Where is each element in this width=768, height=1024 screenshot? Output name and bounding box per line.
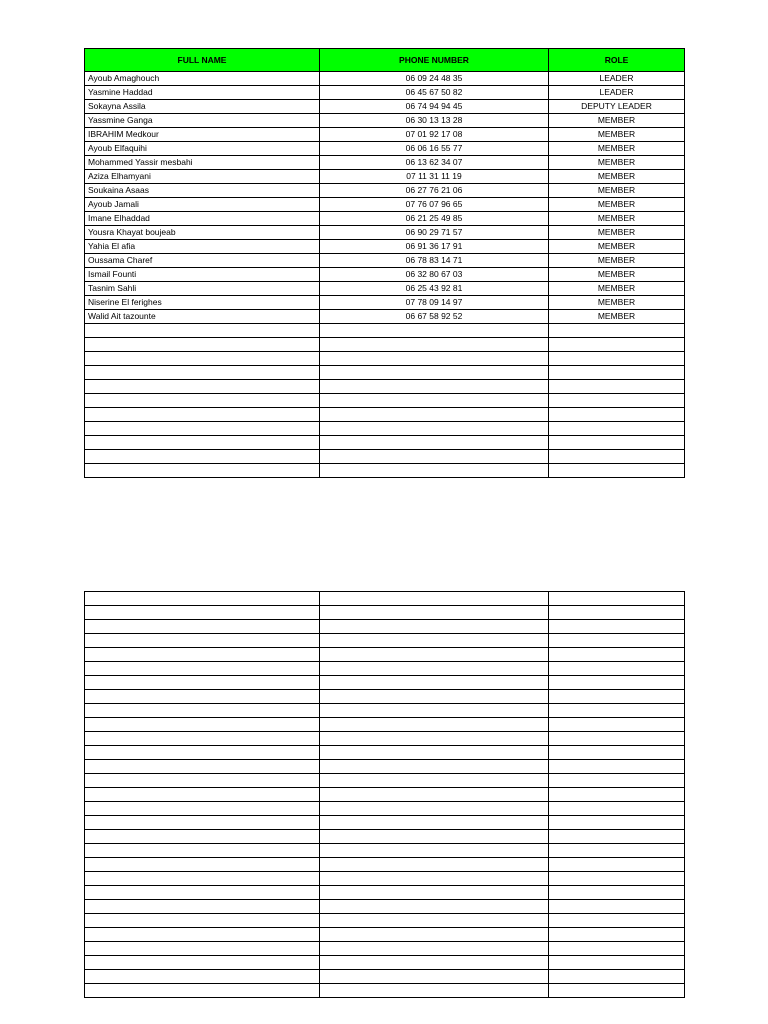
cell-phone-number (320, 408, 549, 422)
cell-role (549, 676, 685, 690)
cell-phone-number: 06 13 62 34 07 (320, 156, 549, 170)
table-row (85, 844, 685, 858)
table-row (85, 212, 685, 226)
cell-role (549, 746, 685, 760)
table-row (85, 648, 685, 662)
cell-phone-number (320, 816, 549, 830)
table-row (85, 436, 685, 450)
table-row (85, 156, 685, 170)
cell-full-name (85, 690, 320, 704)
table-row (85, 746, 685, 760)
cell-full-name (85, 760, 320, 774)
cell-phone-number (320, 620, 549, 634)
cell-full-name: Imane Elhaddad (85, 212, 320, 226)
cell-phone-number (320, 732, 549, 746)
cell-phone-number (320, 886, 549, 900)
cell-full-name: Ayoub Amaghouch (85, 72, 320, 86)
cell-phone-number (320, 422, 549, 436)
table-row (85, 72, 685, 86)
cell-role (549, 858, 685, 872)
cell-phone-number: 06 78 83 14 71 (320, 254, 549, 268)
cell-full-name: Aziza Elhamyani (85, 170, 320, 184)
cell-phone-number: 06 25 43 92 81 (320, 282, 549, 296)
cell-phone-number (320, 648, 549, 662)
header-row (85, 49, 685, 72)
table-row (85, 690, 685, 704)
cell-phone-number (320, 844, 549, 858)
cell-role (549, 408, 685, 422)
cell-role: DEPUTY LEADER (549, 100, 685, 114)
cell-role: MEMBER (549, 114, 685, 128)
table-row (85, 718, 685, 732)
cell-phone-number: 06 32 80 67 03 (320, 268, 549, 282)
cell-role (549, 436, 685, 450)
cell-role: MEMBER (549, 128, 685, 142)
cell-full-name (85, 970, 320, 984)
cell-full-name: Sokayna Assila (85, 100, 320, 114)
cell-role (549, 634, 685, 648)
cell-phone-number (320, 942, 549, 956)
table-row (85, 310, 685, 324)
cell-role: MEMBER (549, 282, 685, 296)
table-row (85, 886, 685, 900)
cell-full-name (85, 464, 320, 478)
cell-phone-number (320, 366, 549, 380)
cell-phone-number (320, 900, 549, 914)
cell-role: MEMBER (549, 142, 685, 156)
table-row (85, 704, 685, 718)
cell-phone-number (320, 352, 549, 366)
cell-full-name: Yasmine Haddad (85, 86, 320, 100)
cell-role: MEMBER (549, 212, 685, 226)
cell-full-name: Niserine El ferighes (85, 296, 320, 310)
cell-full-name (85, 844, 320, 858)
cell-phone-number (320, 690, 549, 704)
cell-role (549, 942, 685, 956)
cell-role (549, 450, 685, 464)
cell-role (549, 662, 685, 676)
cell-phone-number: 06 45 67 50 82 (320, 86, 549, 100)
cell-full-name (85, 366, 320, 380)
cell-phone-number: 06 74 94 94 45 (320, 100, 549, 114)
cell-role (549, 394, 685, 408)
table-row (85, 464, 685, 478)
cell-full-name (85, 732, 320, 746)
cell-full-name (85, 436, 320, 450)
cell-phone-number: 06 21 25 49 85 (320, 212, 549, 226)
cell-full-name: Walid Ait tazounte (85, 310, 320, 324)
cell-full-name (85, 858, 320, 872)
table-row (85, 606, 685, 620)
cell-full-name: IBRAHIM Medkour (85, 128, 320, 142)
cell-phone-number (320, 984, 549, 998)
cell-full-name: Yassmine Ganga (85, 114, 320, 128)
table-row (85, 394, 685, 408)
cell-full-name (85, 620, 320, 634)
cell-full-name: Tasnim Sahli (85, 282, 320, 296)
cell-role: MEMBER (549, 254, 685, 268)
cell-phone-number (320, 704, 549, 718)
cell-full-name (85, 408, 320, 422)
cell-phone-number (320, 662, 549, 676)
table-row (85, 872, 685, 886)
cell-phone-number (320, 774, 549, 788)
cell-role (549, 928, 685, 942)
cell-role: MEMBER (549, 240, 685, 254)
cell-full-name (85, 746, 320, 760)
member-table-body (85, 72, 685, 478)
table-row (85, 450, 685, 464)
cell-full-name (85, 634, 320, 648)
cell-full-name (85, 802, 320, 816)
cell-full-name (85, 450, 320, 464)
table-row (85, 324, 685, 338)
table-row (85, 366, 685, 380)
cell-full-name (85, 338, 320, 352)
table-row (85, 240, 685, 254)
cell-full-name: Ayoub Elfaquihi (85, 142, 320, 156)
cell-role (549, 592, 685, 606)
cell-role: MEMBER (549, 198, 685, 212)
cell-phone-number (320, 338, 549, 352)
table-row (85, 170, 685, 184)
table-row (85, 760, 685, 774)
table-row (85, 184, 685, 198)
table-row (85, 592, 685, 606)
cell-phone-number (320, 802, 549, 816)
table-row (85, 942, 685, 956)
cell-full-name (85, 956, 320, 970)
cell-role (549, 760, 685, 774)
cell-role: MEMBER (549, 268, 685, 282)
cell-role: MEMBER (549, 226, 685, 240)
cell-phone-number: 06 67 58 92 52 (320, 310, 549, 324)
table-row (85, 802, 685, 816)
cell-phone-number (320, 788, 549, 802)
cell-full-name (85, 774, 320, 788)
table-row (85, 226, 685, 240)
cell-full-name (85, 900, 320, 914)
blank-table (84, 591, 685, 998)
cell-role (549, 844, 685, 858)
cell-role (549, 872, 685, 886)
table-row (85, 128, 685, 142)
cell-role (549, 816, 685, 830)
cell-phone-number: 06 90 29 71 57 (320, 226, 549, 240)
cell-phone-number (320, 324, 549, 338)
cell-phone-number (320, 746, 549, 760)
cell-role (549, 338, 685, 352)
cell-role (549, 380, 685, 394)
table-row (85, 774, 685, 788)
blank-table-body (85, 592, 685, 998)
cell-role (549, 366, 685, 380)
table-row (85, 984, 685, 998)
table-row (85, 676, 685, 690)
cell-role (549, 690, 685, 704)
table-row (85, 338, 685, 352)
table-row (85, 142, 685, 156)
cell-full-name (85, 422, 320, 436)
cell-phone-number: 07 76 07 96 65 (320, 198, 549, 212)
cell-full-name (85, 984, 320, 998)
cell-phone-number (320, 858, 549, 872)
table-row (85, 198, 685, 212)
cell-full-name (85, 872, 320, 886)
cell-phone-number: 06 27 76 21 06 (320, 184, 549, 198)
table-row (85, 114, 685, 128)
cell-full-name (85, 662, 320, 676)
table-row (85, 408, 685, 422)
table-row (85, 254, 685, 268)
table-row (85, 282, 685, 296)
member-table (84, 48, 685, 478)
cell-phone-number (320, 464, 549, 478)
cell-role (549, 788, 685, 802)
cell-full-name (85, 324, 320, 338)
cell-role: MEMBER (549, 296, 685, 310)
cell-phone-number (320, 634, 549, 648)
cell-role (549, 886, 685, 900)
cell-role (549, 352, 685, 366)
table-row (85, 914, 685, 928)
table-row (85, 662, 685, 676)
cell-role: LEADER (549, 86, 685, 100)
cell-phone-number: 07 01 92 17 08 (320, 128, 549, 142)
cell-role (549, 732, 685, 746)
table-row (85, 830, 685, 844)
cell-full-name: Mohammed Yassir mesbahi (85, 156, 320, 170)
cell-phone-number: 06 30 13 13 28 (320, 114, 549, 128)
table-row (85, 816, 685, 830)
table-row (85, 858, 685, 872)
cell-full-name (85, 942, 320, 956)
cell-full-name (85, 394, 320, 408)
cell-phone-number (320, 380, 549, 394)
cell-phone-number (320, 606, 549, 620)
cell-phone-number (320, 760, 549, 774)
cell-role (549, 324, 685, 338)
cell-full-name: Soukaina Asaas (85, 184, 320, 198)
cell-phone-number (320, 394, 549, 408)
table-row (85, 900, 685, 914)
cell-full-name (85, 816, 320, 830)
cell-role (549, 422, 685, 436)
table-row (85, 380, 685, 394)
cell-full-name (85, 648, 320, 662)
cell-role (549, 606, 685, 620)
cell-phone-number (320, 830, 549, 844)
cell-full-name (85, 914, 320, 928)
cell-phone-number (320, 970, 549, 984)
cell-role (549, 774, 685, 788)
cell-phone-number (320, 592, 549, 606)
table-row (85, 732, 685, 746)
cell-phone-number (320, 872, 549, 886)
cell-full-name (85, 380, 320, 394)
cell-role: LEADER (549, 72, 685, 86)
cell-role (549, 704, 685, 718)
cell-phone-number: 06 09 24 48 35 (320, 72, 549, 86)
cell-phone-number: 07 78 09 14 97 (320, 296, 549, 310)
cell-full-name: Yahia El afia (85, 240, 320, 254)
cell-full-name (85, 704, 320, 718)
table-row (85, 970, 685, 984)
table-row (85, 956, 685, 970)
cell-full-name: Oussama Charef (85, 254, 320, 268)
cell-phone-number: 06 91 36 17 91 (320, 240, 549, 254)
table-row (85, 296, 685, 310)
cell-phone-number (320, 450, 549, 464)
cell-phone-number (320, 718, 549, 732)
cell-role (549, 718, 685, 732)
table-row (85, 620, 685, 634)
cell-role (549, 464, 685, 478)
cell-role (549, 914, 685, 928)
table-row (85, 788, 685, 802)
cell-role: MEMBER (549, 184, 685, 198)
cell-role (549, 970, 685, 984)
cell-role (549, 620, 685, 634)
header-phone-number: PHONE NUMBER (320, 49, 549, 72)
cell-full-name: Yousra Khayat boujeab (85, 226, 320, 240)
cell-role (549, 984, 685, 998)
cell-phone-number (320, 436, 549, 450)
cell-full-name (85, 718, 320, 732)
cell-phone-number (320, 914, 549, 928)
cell-full-name (85, 886, 320, 900)
table-row (85, 634, 685, 648)
cell-full-name (85, 606, 320, 620)
cell-full-name (85, 592, 320, 606)
cell-role (549, 956, 685, 970)
cell-phone-number: 06 06 16 55 77 (320, 142, 549, 156)
table-row (85, 86, 685, 100)
header-role: ROLE (549, 49, 685, 72)
cell-role (549, 802, 685, 816)
table-row (85, 100, 685, 114)
table-row (85, 268, 685, 282)
header-full-name: FULL NAME (85, 49, 320, 72)
table-row (85, 422, 685, 436)
cell-full-name (85, 788, 320, 802)
cell-role (549, 830, 685, 844)
cell-full-name (85, 676, 320, 690)
cell-role (549, 900, 685, 914)
table-row (85, 352, 685, 366)
cell-role: MEMBER (549, 310, 685, 324)
cell-role: MEMBER (549, 170, 685, 184)
cell-phone-number (320, 956, 549, 970)
cell-role (549, 648, 685, 662)
cell-full-name: Ayoub Jamali (85, 198, 320, 212)
cell-full-name (85, 352, 320, 366)
table-row (85, 928, 685, 942)
cell-full-name (85, 830, 320, 844)
cell-full-name (85, 928, 320, 942)
cell-full-name: Ismail Founti (85, 268, 320, 282)
cell-phone-number (320, 928, 549, 942)
cell-role: MEMBER (549, 156, 685, 170)
cell-phone-number: 07 11 31 11 19 (320, 170, 549, 184)
cell-phone-number (320, 676, 549, 690)
